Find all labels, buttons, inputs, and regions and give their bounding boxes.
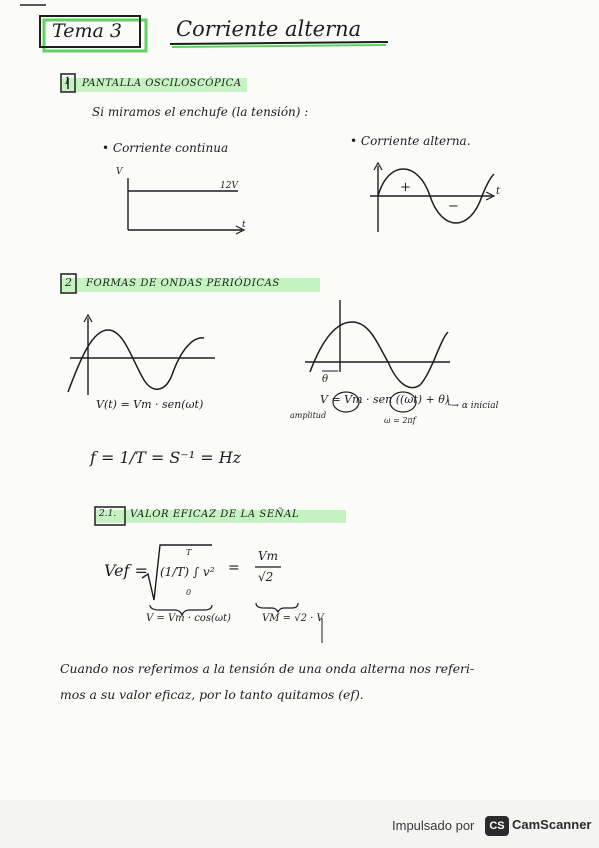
- result-numerator: Vm: [258, 549, 279, 563]
- powered-by-text: Impulsado por: [392, 818, 475, 833]
- notebook-page: Tema 3 Corriente alterna 1 PANTALLA OSCILOSCÓPICA Si miramos el enchufe (la tensión) : • Corriente continua • Corriente alterna. V t 12V + − t 2 FORMAS DE ONDAS PERIÓDICAS V(t) = Vm · sen(ωt) V = Vm · sen ((ωt) + θ) θ amplitud ω = 2πf └→ α inicial f = 1/T = S⁻¹ = Hz 2.1. VALOR EFICAZ DE LA SEÑAL Vef = T 0 (1/T) ∫ v² = Vm √2 V = Vm · cos(ωt) VM = √2 · V Cuando nos referimos a la tensión de una onda alterna nos referi- mos a su valor eficaz, por lo tanto quitamos (ef).: [0, 0, 599, 800]
- scanner-footer: [0, 812, 599, 842]
- dc-level-label: 12V: [220, 181, 238, 191]
- title-underline-highlight: [172, 45, 386, 47]
- wave2-curve: [310, 322, 448, 388]
- tema-label: Tema 3: [52, 20, 122, 42]
- equals-sign: =: [228, 560, 240, 576]
- ac-minus-label: −: [448, 199, 459, 214]
- integral-upper: T: [186, 548, 192, 557]
- equation-right: V = Vm · sen ((ωt) + θ): [320, 393, 450, 406]
- title-underline: [170, 42, 388, 44]
- section21-heading: VALOR EFICAZ DE LA SEÑAL: [130, 509, 300, 520]
- camscanner-logo-icon: CS: [485, 816, 509, 836]
- section2-heading: FORMAS DE ONDAS PERIÓDICAS: [86, 278, 280, 289]
- right-underbrace: [256, 603, 298, 612]
- paragraph-line-2: mos a su valor eficaz, por lo tanto quitamos (ef).: [60, 687, 364, 702]
- dc-label: • Corriente continua: [102, 141, 229, 155]
- vef-label: Vef =: [104, 561, 148, 580]
- ac-label: • Corriente alterna.: [350, 134, 471, 148]
- section1-heading: PANTALLA OSCILOSCÓPICA: [82, 78, 242, 89]
- section1-intro: Si miramos el enchufe (la tensión) :: [92, 105, 309, 119]
- equation-left: V(t) = Vm · sen(ωt): [96, 398, 204, 411]
- integrand: (1/T) ∫ v²: [160, 565, 215, 579]
- integral-lower: 0: [186, 588, 192, 597]
- ac-plus-label: +: [400, 180, 411, 195]
- dc-x-axis-label: t: [242, 220, 246, 230]
- omega-note: ω = 2πf: [384, 416, 416, 425]
- dc-y-axis-label: V: [116, 167, 123, 177]
- theta-label: θ: [322, 374, 329, 385]
- under-right-note: VM = √2 · V: [262, 613, 324, 624]
- ac-x-axis-label: t: [496, 186, 501, 197]
- paragraph-line-1: Cuando nos referimos a la tensión de una onda alterna nos referi-: [60, 661, 475, 676]
- page-title: Corriente alterna: [176, 17, 362, 41]
- result-denominator: √2: [258, 570, 274, 584]
- under-left-note: V = Vm · cos(ωt): [146, 613, 231, 624]
- camscanner-brand: CamScanner: [512, 817, 592, 832]
- frequency-formula: f = 1/T = S⁻¹ = Hz: [90, 448, 242, 467]
- angle-note: └→ α inicial: [446, 401, 499, 411]
- amplitude-note: amplitud: [290, 411, 327, 420]
